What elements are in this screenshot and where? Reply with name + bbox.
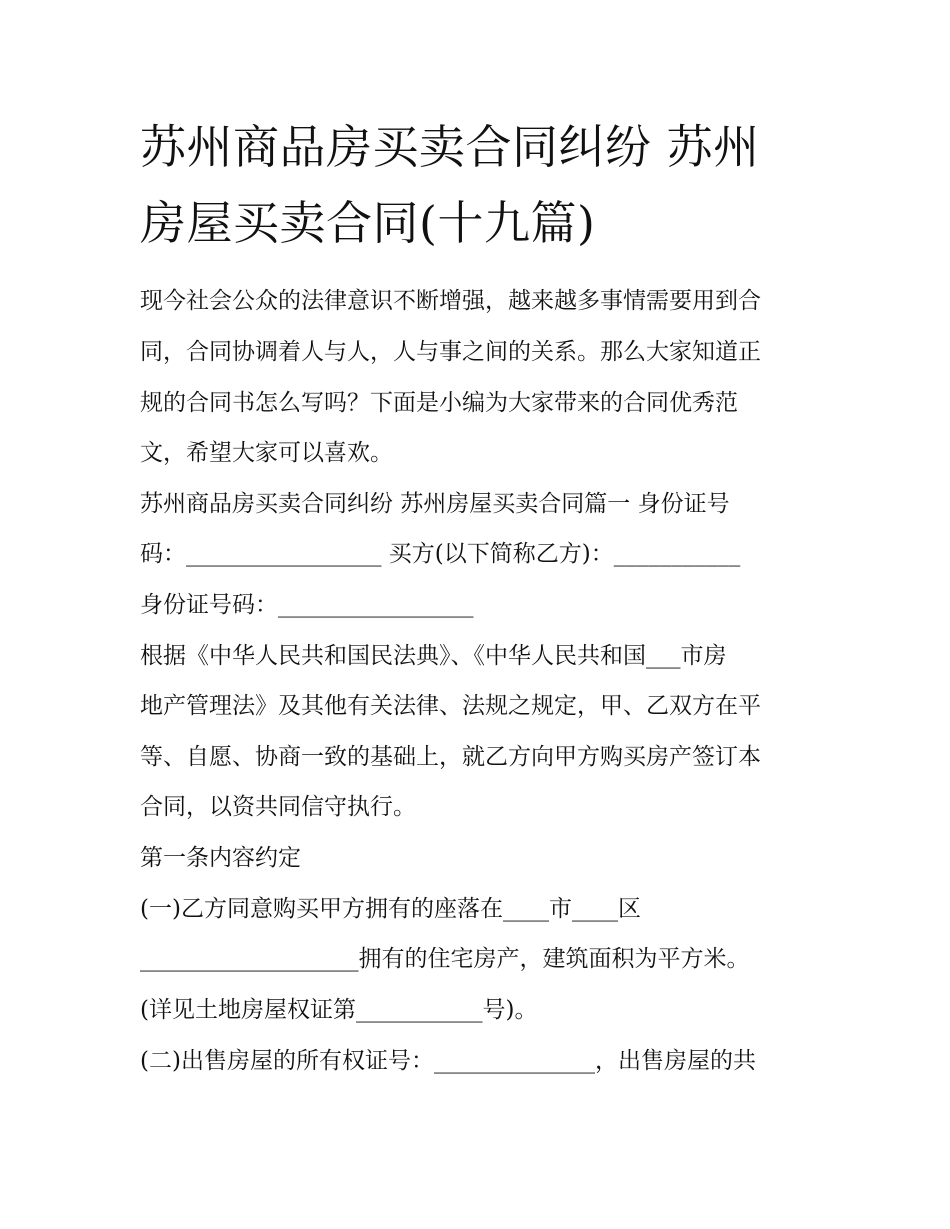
legal-basis-line-1: 根据《中华人民共和国民法典》、《中华人民共和国___市房 [140,643,727,669]
buyer-id-number-line: 身份证号码：_________________ [140,592,474,618]
body-line-intro-1: 现今社会公众的法律意识不断增强，越来越多事情需要用到合 [140,288,761,314]
article-one-item-1-line-2: ___________________拥有的住宅房产，建筑面积为平方米。 [140,946,750,972]
article-one-item-1-line-3: (详见土地房屋权证第___________号)。 [140,997,538,1023]
legal-basis-line-2: 地产管理法》及其他有关法律、法规之规定，甲、乙双方在平 [140,693,761,719]
document-title-line-1: 苏州商品房买卖合同纠纷 苏州 [140,120,760,174]
body-line-intro-4: 文，希望大家可以喜欢。 [140,440,393,466]
article-one-item-2-line-1: (二)出售房屋的所有权证号：______________，出售房屋的共 [140,1048,756,1074]
article-one-heading: 第一条内容约定 [140,845,301,871]
document-title-line-2: 房屋买卖合同(十九篇) [140,196,596,250]
section-heading-part-one: 苏州商品房买卖合同纠纷 苏州房屋买卖合同篇一 身份证号 [140,491,730,517]
body-line-intro-2: 同，合同协调着人与人，人与事之间的关系。那么大家知道正 [140,339,761,365]
party-id-buyer-line: 码：_________________ 买方(以下简称乙方)：___________ [140,541,741,567]
legal-basis-line-3: 等、自愿、协商一致的基础上，就乙方向甲方购买房产签订本 [140,744,761,770]
body-line-intro-3: 规的合同书怎么写吗？下面是小编为大家带来的合同优秀范 [140,390,738,416]
article-one-item-1-line-1: (一)乙方同意购买甲方拥有的座落在____市____区 [140,896,641,922]
legal-basis-line-4: 合同，以资共同信守执行。 [140,794,416,820]
